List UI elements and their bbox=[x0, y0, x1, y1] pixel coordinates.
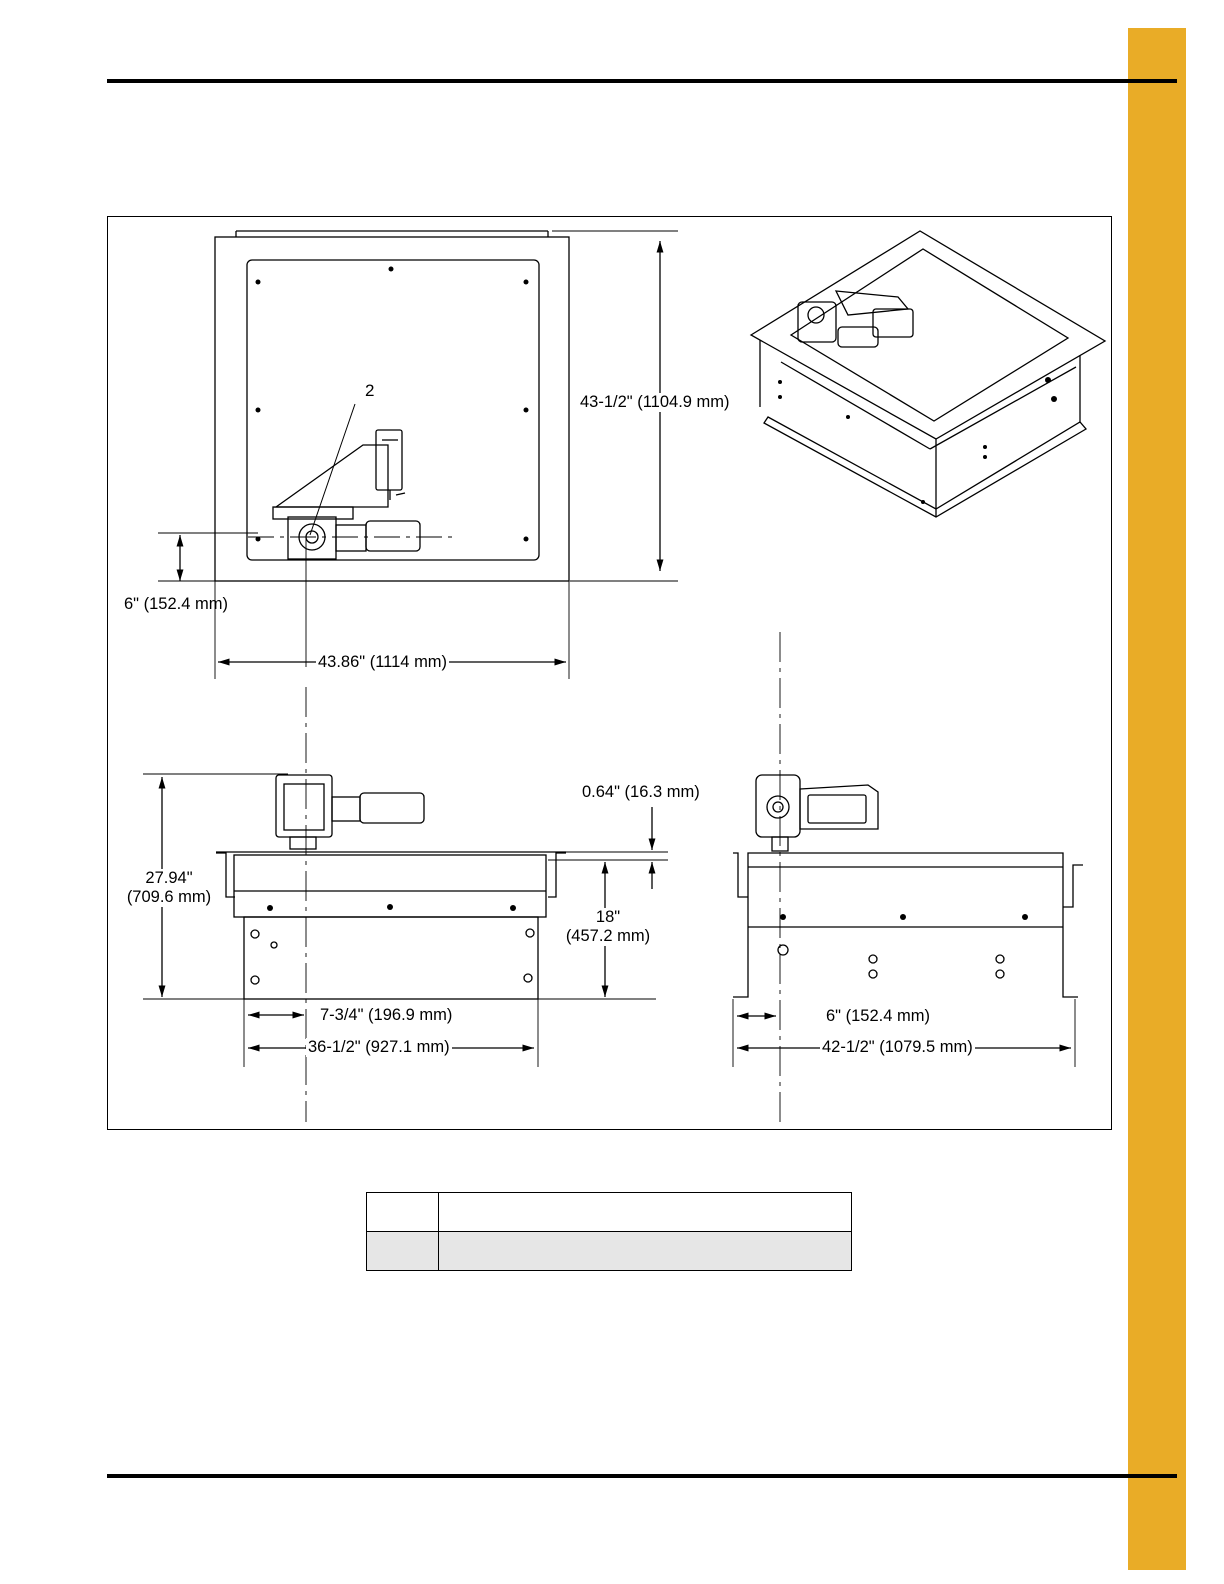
legend-header-ref bbox=[367, 1193, 439, 1232]
footer-rule bbox=[107, 1474, 1177, 1478]
side-offset-label: 6" (152.4 mm) bbox=[826, 1007, 930, 1025]
box-height-inches: 18" bbox=[595, 908, 621, 926]
box-height-mm: (457.2 mm) bbox=[565, 927, 651, 945]
height-top-view-label: 43-1/2" (1104.9 mm) bbox=[580, 393, 730, 411]
overall-height-mm: (709.6 mm) bbox=[126, 888, 212, 906]
front-offset-label: 7-3/4" (196.9 mm) bbox=[320, 1006, 453, 1024]
table-row bbox=[367, 1232, 852, 1271]
legend-header-description bbox=[439, 1193, 852, 1232]
legend-description-cell bbox=[439, 1232, 852, 1271]
flange-thickness-label: 0.64" (16.3 mm) bbox=[582, 783, 700, 801]
overall-height-label bbox=[116, 869, 222, 907]
isometric-view bbox=[751, 231, 1105, 517]
legend-header-row bbox=[367, 1193, 852, 1232]
top-view bbox=[158, 231, 678, 679]
side-width-label: 42-1/2" (1079.5 mm) bbox=[822, 1038, 973, 1056]
dimension-drawing bbox=[108, 217, 1113, 1131]
legend-table bbox=[366, 1192, 852, 1271]
header-rule bbox=[107, 79, 1177, 83]
dimension-figure bbox=[107, 216, 1112, 1130]
section-tab bbox=[1128, 28, 1186, 1570]
width-top-view-label: 43.86" (1114 mm) bbox=[318, 653, 448, 671]
callout-number: 2 bbox=[365, 381, 375, 400]
legend-ref-cell bbox=[367, 1232, 439, 1271]
box-height-label bbox=[560, 908, 656, 946]
front-width-label: 36-1/2" (927.1 mm) bbox=[308, 1038, 450, 1056]
overall-height-inches: 27.94" bbox=[145, 869, 193, 887]
offset-left-label: 6" (152.4 mm) bbox=[124, 595, 228, 613]
